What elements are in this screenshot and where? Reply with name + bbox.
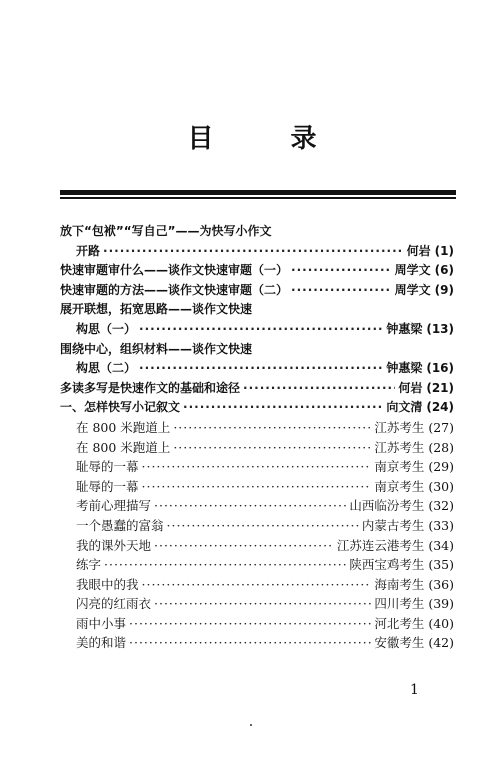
dot-leader — [243, 381, 395, 395]
toc-entry[interactable] — [60, 242, 454, 262]
toc-entry-page: (42) — [428, 635, 454, 651]
dot-leader — [154, 596, 371, 611]
toc-entry[interactable] — [60, 516, 454, 536]
dot-leader — [139, 361, 383, 375]
toc-entry-title: 练字 — [76, 557, 102, 573]
toc-entry-author: 四川考生 — [374, 596, 425, 612]
toc-entry[interactable] — [60, 222, 454, 242]
toc-entry-page: (16) — [426, 361, 454, 376]
toc-entry-author: 何岩 — [398, 380, 423, 395]
toc-entry-page: (35) — [428, 557, 454, 573]
toc-entry-title: 美的和谐 — [76, 635, 127, 651]
toc-entry[interactable] — [60, 536, 454, 556]
toc-entry-title: 雨中小事 — [76, 615, 127, 631]
toc-entry[interactable] — [60, 359, 454, 379]
dot-leader — [142, 577, 372, 592]
toc-entry-title: 构思（二） — [76, 361, 137, 376]
toc-entry-author: 向文清 — [386, 400, 423, 415]
toc-entry[interactable] — [60, 379, 454, 399]
toc-entry-title: 我眼中的我 — [76, 576, 139, 592]
toc-entry-title: 闪亮的红雨衣 — [76, 596, 152, 612]
toc-entry[interactable] — [60, 614, 454, 634]
toc-entry[interactable] — [60, 281, 454, 301]
toc-entry-title: 快速审题审什么——谈作文快速审题（一） — [60, 263, 289, 278]
toc-entry[interactable] — [60, 438, 454, 458]
toc-entry[interactable] — [60, 398, 454, 418]
toc-entry-title: 一个愚蠢的富翁 — [76, 517, 164, 533]
toc-entry[interactable] — [60, 457, 454, 477]
toc-entry[interactable] — [60, 477, 454, 497]
toc-entry-page: (28) — [428, 439, 454, 455]
toc-entry[interactable] — [60, 261, 454, 281]
toc-entry-page: (13) — [426, 321, 454, 336]
toc-entry-title: 一、怎样快写小记叙文 — [60, 400, 181, 415]
toc-entry[interactable] — [60, 418, 454, 438]
toc-entry-author: 江苏考生 — [374, 439, 425, 455]
toc-entry-page: (39) — [428, 596, 454, 612]
toc-entry-page: (9) — [434, 282, 454, 297]
toc-entry-page: (24) — [426, 400, 454, 415]
toc-entry-author: 钟惠梁 — [386, 361, 423, 376]
dot-leader — [129, 635, 371, 650]
title-divider-thick — [60, 190, 456, 195]
toc-entry-title: 耻辱的一幕 — [76, 459, 139, 475]
toc-entry-author: 何岩 — [406, 243, 431, 258]
dot-leader — [139, 322, 383, 336]
toc-entry-author: 南京考生 — [374, 459, 425, 475]
toc-entry[interactable] — [60, 340, 454, 360]
toc-entry-author: 周学文 — [394, 282, 431, 297]
toc-entry-page: (32) — [428, 498, 454, 514]
toc-entry-title: 考前心理描写 — [76, 498, 152, 514]
toc-entry-title: 在 800 米跑道上 — [76, 419, 171, 435]
toc-entry-title: 耻辱的一幕 — [76, 478, 139, 494]
toc-entry-author: 山西临汾考生 — [349, 498, 425, 514]
scan-speck — [250, 724, 252, 726]
toc-entry-page: (36) — [428, 576, 454, 592]
toc-entry-page: (40) — [428, 615, 454, 631]
dot-leader — [173, 420, 371, 435]
dot-leader — [129, 616, 371, 631]
toc-entry-author: 江苏连云港考生 — [336, 537, 425, 553]
dot-leader — [142, 479, 372, 494]
toc-entry-author: 内蒙古考生 — [361, 517, 425, 533]
toc-entry-page: (34) — [428, 537, 454, 553]
toc-entry-page: (29) — [428, 459, 454, 475]
toc-entry-title: 展开联想，拓宽思路——谈作文快速 — [60, 302, 253, 317]
page-number: 1 — [410, 682, 419, 698]
toc-entry[interactable] — [60, 300, 454, 320]
title-divider-thin — [60, 197, 456, 199]
dot-leader — [183, 400, 383, 414]
toc-entry-page: (27) — [428, 419, 454, 435]
dot-leader — [154, 498, 346, 513]
toc-entry-title: 在 800 米跑道上 — [76, 439, 171, 455]
dot-leader — [173, 440, 371, 455]
toc-entry-author: 南京考生 — [374, 478, 425, 494]
dot-leader — [291, 263, 392, 277]
toc-entry-page: (1) — [434, 243, 454, 258]
toc-entry[interactable] — [60, 633, 454, 653]
dot-leader — [167, 518, 359, 533]
toc-entry-title: 围绕中心，组织材料——谈作文快速 — [60, 341, 253, 356]
toc-entry-title: 构思（一） — [76, 321, 137, 336]
toc-entry-author: 河北考生 — [374, 615, 425, 631]
toc-entry-author: 海南考生 — [374, 576, 425, 592]
dot-leader — [154, 538, 334, 553]
table-of-contents — [60, 222, 454, 653]
toc-entry-author: 钟惠梁 — [386, 321, 423, 336]
toc-entry-title: 放下“包袱”“写自己”——为快写小作文 — [60, 224, 272, 238]
toc-entry-author: 安徽考生 — [374, 635, 425, 651]
toc-entry-page: (30) — [428, 478, 454, 494]
toc-entry-page: (33) — [428, 517, 454, 533]
toc-entry-author: 江苏考生 — [374, 419, 425, 435]
toc-entry-title: 开路 — [76, 243, 101, 258]
toc-entry[interactable] — [60, 555, 454, 575]
toc-entry-author: 周学文 — [394, 263, 431, 278]
page-title: 目 录 — [187, 124, 351, 154]
toc-entry-author: 陕西宝鸡考生 — [349, 557, 425, 573]
dot-leader — [291, 283, 392, 297]
dot-leader — [142, 459, 372, 474]
toc-entry[interactable] — [60, 594, 454, 614]
toc-entry-title: 快速审题的方法——谈作文快速审题（二） — [60, 282, 289, 297]
dot-leader — [103, 244, 404, 258]
toc-entry-title: 我的课外天地 — [76, 537, 152, 553]
toc-entry-page: (21) — [426, 380, 454, 395]
toc-entry-title: 多读多写是快速作文的基础和途径 — [60, 380, 241, 395]
toc-entry[interactable] — [60, 320, 454, 340]
dot-leader — [104, 557, 346, 572]
toc-entry[interactable] — [60, 575, 454, 595]
toc-entry[interactable] — [60, 496, 454, 516]
toc-entry-page: (6) — [434, 263, 454, 278]
